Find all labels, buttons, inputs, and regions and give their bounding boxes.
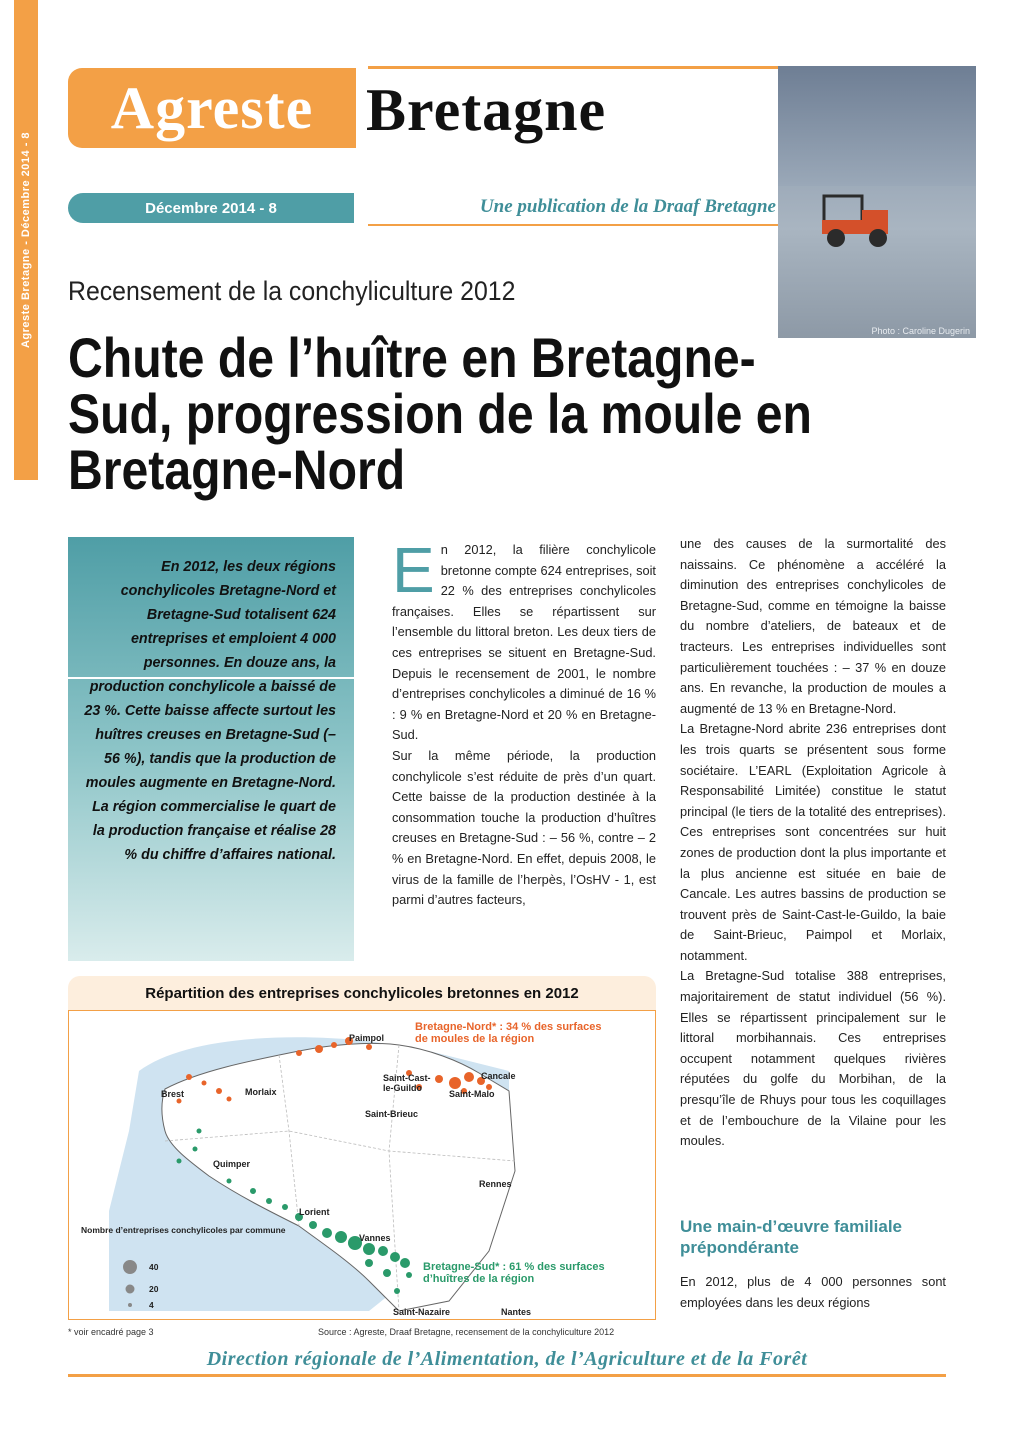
north-dot [366,1044,372,1050]
city-saint-malo: Saint-Malo [449,1089,495,1099]
headline: Chute de l’huître en Bretagne-Sud, progression de la moule en Bretagne-Nord [68,326,812,501]
south-dot [309,1221,317,1229]
south-dot [197,1129,202,1134]
north-dot [202,1081,207,1086]
north-legend [415,1021,601,1045]
size-label-40: 40 [149,1262,159,1272]
photo-sea [778,66,976,186]
map-title: Répartition des entreprises conchylicoles bretonnes en 2012 [145,984,579,1002]
cover-photo [778,66,976,338]
publisher-line: Une publication de la Draaf Bretagne [479,196,776,217]
tractor-illustration [818,192,898,248]
south-dot [227,1179,232,1184]
south-dot [390,1252,400,1262]
kicker: Recensement de la conchyliculture 2012 [68,276,516,306]
south-dot [266,1198,272,1204]
north-legend-line-2: de moules de la région [415,1033,535,1045]
footnote: * voir encadré page 3 [68,1327,154,1337]
city-vannes: Vannes [359,1233,391,1243]
city-brest: Brest [161,1089,185,1099]
publisher-rule [368,224,778,226]
city-saint-brieuc: Saint-Brieuc [365,1109,419,1119]
city-saint-cast: Saint-Cast-le-Guildo [383,1073,431,1093]
south-dot [394,1288,400,1294]
city-nantes: Nantes [501,1307,532,1317]
south-dot [177,1159,182,1164]
footer-text: Direction régionale de l’Alimentation, de l’Agriculture et de la Forêt [206,1348,808,1370]
north-dot [177,1099,182,1104]
south-dot [363,1243,375,1255]
col2-paragraph-1: une des causes de la surmortalité des naissains. Ce phénomène a accéléré la diminution des entreprises conchylicoles de Bretagne-Sud, comme en témoigne la baisse du nombre d’ateliers, de bateaux et de tracteurs. Les entreprises individuelles sont particulièrement touchées : – 37 % en douze ans. En revanche, la production de moules a augmenté de 13 % en Bretagne-Nord. [680,536,946,716]
north-dot [216,1088,222,1094]
city-quimper: Quimper [213,1159,251,1169]
city-saint-nazaire: Saint-Nazaire [393,1307,451,1317]
north-legend-line-1: Bretagne-Nord* : 34 % des surfaces [415,1021,602,1033]
body-column-1 [392,534,656,911]
summary-text: En 2012, les deux régions conchylicoles Bretagne-Nord et Bretagne-Sud totalisent 624 entreprises et emploient 4 000 personnes. En douze ans, la production conchylicole a baissé de 23 %. Cette baisse affecte surtout les huîtres creuses en Bretagne-Sud (– 56 %), tandis que la production de moules augmente en Bretagne-Nord. La région commercialise le quart de la production française et réalise 28 % du chiffre d’affaires national. [84,559,336,863]
map-source: Source : Agreste, Draaf Bretagne, recensement de la conchyliculture 2012 [318,1327,615,1337]
north-dot [315,1045,323,1053]
north-dot [449,1077,461,1089]
size-label-20: 20 [149,1284,159,1294]
south-dot [193,1147,198,1152]
masthead-agreste: Agreste [110,74,314,141]
footer-rule [68,1374,946,1377]
city-lorient: Lorient [299,1207,330,1217]
masthead-agreste-block [68,68,356,148]
body-column-2 [680,534,946,1152]
masthead-top-rule [368,66,778,69]
south-dot [322,1228,332,1238]
north-dot [186,1074,192,1080]
legend-size-4 [128,1303,132,1307]
city-rennes: Rennes [479,1179,512,1189]
map-figure [68,1010,656,1320]
north-dot [227,1097,232,1102]
size-label-4: 4 [149,1300,154,1310]
north-dot [331,1042,337,1048]
south-legend [423,1261,605,1285]
size-legend-title: Nombre d’entreprises conchylicoles par commune [81,1225,286,1235]
section-subheading: Une main-d’œuvre familiale prépondérante [680,1217,902,1257]
city-cancale: Cancale [481,1071,516,1081]
south-dot [335,1231,347,1243]
south-dot [378,1246,388,1256]
south-dot [250,1188,256,1194]
south-legend-line-2: d’huîtres de la région [423,1273,535,1285]
south-dot [282,1204,288,1210]
north-dot [296,1050,302,1056]
drop-cap: E [392,534,435,606]
legend-size-20 [126,1285,135,1294]
south-dot [383,1269,391,1277]
legend-size-40 [123,1260,137,1274]
col1-paragraph-2: Sur la même période, la production conchylicole s’est réduite de près d’un quart. Cette baisse de la production destinée à la consommation touche la production d’huîtres creuses en Bretagne-Sud : – 56 %, contre – 2 % en Bretagne-Nord. En effet, depuis 2008, le virus de la famille de l’herpès, l’OsHV - 1, est parmi d’autres facteurs, [392,747,656,908]
south-dot [406,1272,412,1278]
map-title-bar [68,976,656,1010]
north-dot [464,1072,474,1082]
col2-paragraph-3: La Bretagne-Sud totalise 388 entreprises, majoritairement de statut individuel (56 %). Elles se répartissent principalement sur le littoral morbihannais. Ces entreprises occupent notamment quelques rivières réputées du golfe du Morbihan, de la presqu’île de Rhuys pour tous les coquillages et de l’embouchure de la Vilaine pour les moules. [680,968,946,1149]
masthead-region: Bretagne [366,77,607,143]
south-legend-line-1: Bretagne-Sud* : 61 % des surfaces [423,1261,605,1273]
city-morlaix: Morlaix [245,1087,277,1097]
summary-box [68,537,354,961]
side-band-text: Agreste Bretagne - Décembre 2014 - 8 [20,131,32,349]
side-band [14,0,38,480]
col1-paragraph-1: n 2012, la filière conchylicole bretonne compte 624 entreprises, soit 22 % des entreprises conchylicoles françaises. Elles se répartissent sur l’ensemble du littoral breton. Les deux tiers de ces entreprises se situent en Bretagne-Sud. Depuis le recensement de 2001, le nombre d’entreprises conchylicoles a diminué de 16 % : 9 % en Bretagne-Nord et 20 % en Bretagne-Sud. [392,542,656,743]
issue-badge: Décembre 2014 - 8 [68,193,354,223]
city-paimpol: Paimpol [349,1033,385,1043]
col2-paragraph-2: La Bretagne-Nord abrite 236 entreprises dont les trois quarts se présentent sous forme sociétaire. L’EARL (Exploitation Agricole à Responsabilité Limitée) constitue le statut principal (le tiers de la totalité des entreprises). Ces entreprises sont concentrées sur huit zones de production dont la plus importante et la plus ancienne est située en baie de Cancale. Les autres bassins de production se trouvent près de Saint-Cast-le-Guildo, la baie de Saint-Brieuc, Paimpol et Morlaix, notamment. [680,721,946,963]
south-dot [400,1258,410,1268]
col2-paragraph-4: En 2012, plus de 4 000 personnes sont employées dans les deux régions [680,1274,946,1310]
south-dot [365,1259,373,1267]
photo-credit: Photo : Caroline Dugerin [871,326,970,336]
